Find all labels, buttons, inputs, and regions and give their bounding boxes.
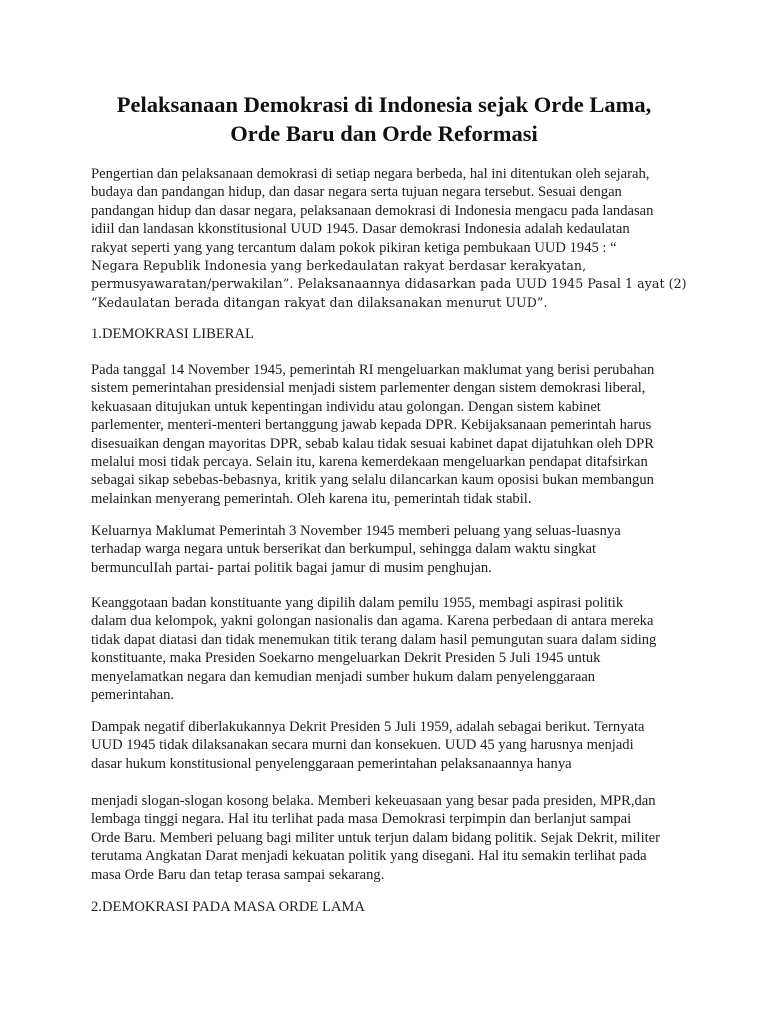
- text-line: disesuaikan dengan mayoritas DPR, sebab kalau tidak sesuai kabinet dapat dijatuhkan oleh DPR: [91, 435, 654, 452]
- text-line: idiil dan landasan kkonstitusional UUD 1945. Dasar demokrasi Indonesia adalah kedaulatan: [91, 221, 630, 238]
- text-line: konstituante, maka Presiden Soekarno mengeluarkan Dekrit Presiden 5 Juli 1945 untuk: [91, 650, 601, 667]
- section-heading-orde-lama: 2.DEMOKRASI PADA MASA ORDE LAMA: [91, 899, 365, 915]
- text-line: pandangan hidup dan dasar negara, pelaksanaan demokrasi di Indonesia mengacu pada landasan: [91, 202, 654, 219]
- text-line: menjadi slogan-slogan kosong belaka. Memberi kekeuasaan yang besar pada presiden, MPR,dan: [91, 793, 656, 809]
- paragraph-dampak: [91, 718, 691, 773]
- section-heading-liberal: 1.DEMOKRASI LIBERAL: [91, 326, 254, 342]
- text-line: terutama Angkatan Darat menjadi kekuatan politik yang disegani. Hal itu semakin terlihat pada: [91, 848, 647, 865]
- paragraph-partai: [91, 522, 691, 577]
- paragraph-maklumat: [91, 361, 691, 508]
- text-line: pemerintahan.: [91, 687, 175, 704]
- text-line: Orde Baru. Memberi peluang bagi militer untuk terjun dalam bidang politik. Sejak Dekrit, militer: [91, 829, 661, 846]
- text-line: Negara Republik Indonesia yang berkedaulatan rakyat berdasar kerakyatan,: [91, 258, 587, 274]
- text-line: UUD 1945 tidak dilaksanakan secara murni dan konsekuen. UUD 45 yang harusnya menjadi: [91, 737, 634, 754]
- text-line: melainkan menyerang pemerintah. Oleh karena itu, pemerintah tidak stabil.: [91, 490, 532, 507]
- text-line: Pada tanggal 14 November 1945, pemerintah RI mengeluarkan maklumat yang berisi perubahan: [91, 362, 655, 378]
- text-line: bermunculIah partai- partai politik bagai jamur di musim penghujan.: [91, 559, 492, 576]
- text-line: kekuasaan ditujukan untuk kepentingan individu atau golongan. Dengan sistem kabinet: [91, 398, 601, 415]
- intro-paragraph: [91, 165, 691, 312]
- text-line: lembaga tinggi negara. Hal itu terlihat pada masa Demokrasi terpimpin dan berlanjut sampai: [91, 811, 632, 828]
- text-line: parlementer, menteri-menteri bertanggung jawab kepada DPR. Kebijaksanaan pemerintah harus: [91, 417, 652, 434]
- text-line: terhadap warga negara untuk berserikat dan berkumpul, sehingga dalam waktu singkat: [91, 541, 597, 558]
- text-line: Dampak negatif diberlakukannya Dekrit Presiden 5 Juli 1959, adalah sebagai berikut. Ternyata: [91, 719, 645, 735]
- text-line: dasar hukum konstitusional penyelenggaraan pemerintahan pelaksanaannya hanya: [91, 755, 572, 772]
- text-line: sebagai sikap sebebas-bebasnya, kritik yang selalu dilancarkan kaum oposisi bukan membangun: [91, 472, 654, 489]
- paragraph-konstituante: [91, 594, 691, 704]
- text-line: rakyat seperti yang yang tercantum dalam pokok pikiran ketiga pembukaan UUD 1945 : “: [91, 239, 617, 256]
- text-line: dalam dua kelompok, yakni golongan nasionalis dan agama. Karena perbedaan di antara mereka: [91, 613, 654, 630]
- text-line: masa Orde Baru dan tetap terasa sampai sekarang.: [91, 866, 385, 883]
- text-line: menyelamatkan negara dan kemudian menjadi sumber hukum dalam penyelenggaraan: [91, 668, 596, 685]
- text-line: budaya dan pandangan hidup, dan dasar negara serta tujuan negara tersebut. Sesuai dengan: [91, 184, 622, 201]
- text-line: melalui mosi tidak percaya. Selain itu, karena kemerdekaan mengeluarkan pendapat ditafsirkan: [91, 454, 648, 471]
- page-title: [60, 90, 708, 148]
- text-line: permusyawaratan/perwakilan”. Pelaksanaannya didasarkan pada UUD 1945 Pasal 1 ayat (2): [91, 276, 687, 292]
- text-line: Pengertian dan pelaksanaan demokrasi di setiap negara berbeda, hal ini ditentukan oleh sejarah,: [91, 166, 650, 182]
- text-line: “Kedaulatan berada ditangan rakyat dan dilaksanakan menurut UUD”.: [91, 294, 548, 310]
- title-line-1: Pelaksanaan Demokrasi di Indonesia sejak Orde Lama,: [116, 92, 652, 117]
- text-line: Keluarnya Maklumat Pemerintah 3 November 1945 memberi peluang yang seluas-luasnya: [91, 523, 621, 539]
- title-line-2: Orde Baru dan Orde Reformasi: [230, 121, 538, 146]
- paragraph-slogan: [91, 792, 691, 884]
- text-line: Keanggotaan badan konstituante yang dipilih dalam pemilu 1955, membagi aspirasi politik: [91, 595, 624, 611]
- text-line: tidak dapat diatasi dan tidak menemukan titik terang dalam hasil pemungutan suara dalam siding: [91, 631, 657, 648]
- text-line: sistem pemerintahan presidensial menjadi sistem parlementer dengan sistem demokrasi liberal,: [91, 380, 646, 397]
